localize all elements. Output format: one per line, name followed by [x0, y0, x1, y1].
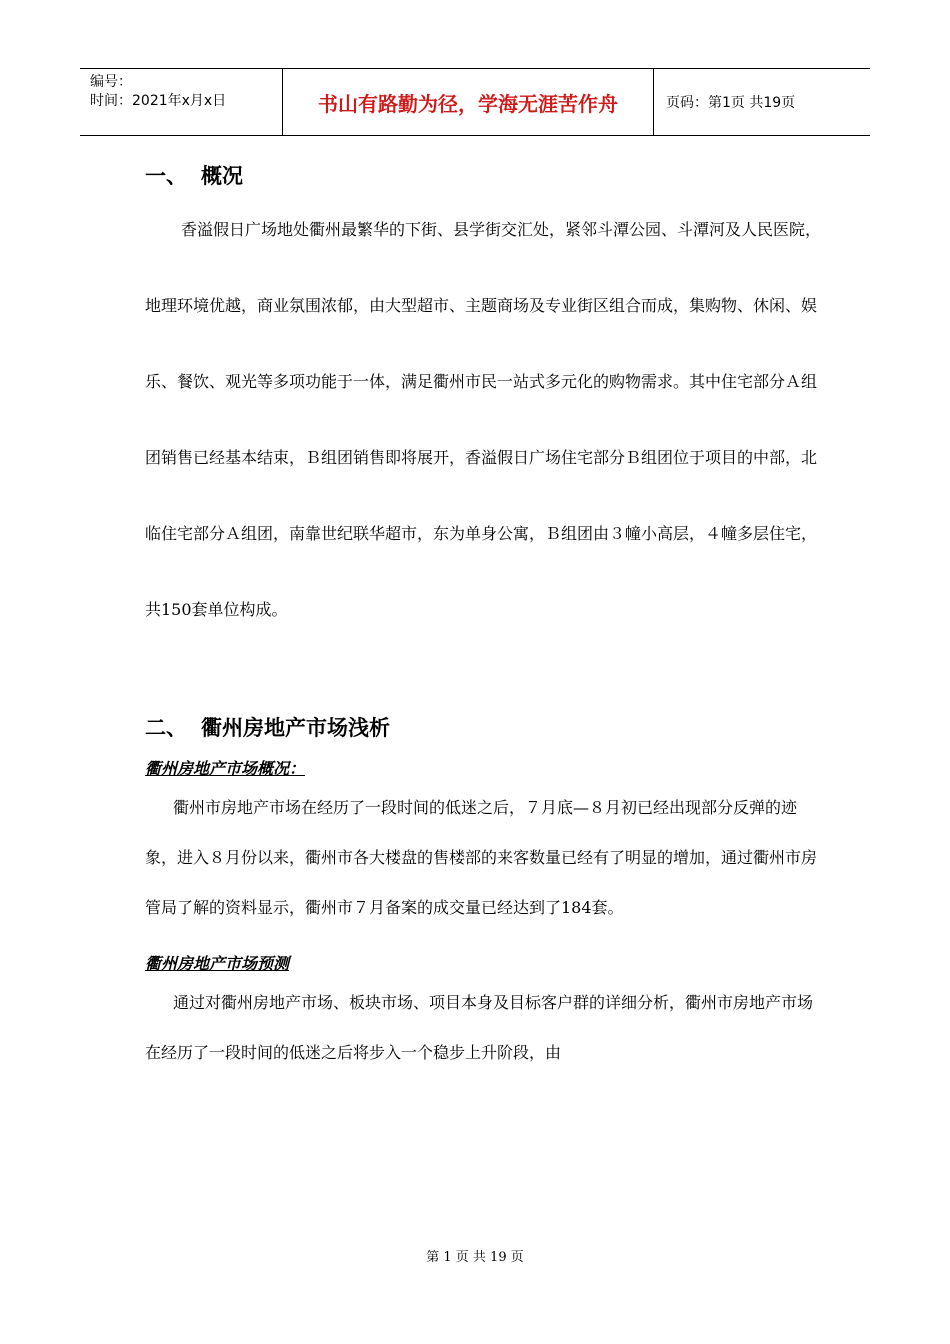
- section-2-title: 衢州房地产市场浅析: [201, 716, 390, 740]
- document-date-label: 时间：2021年x月x日: [90, 93, 227, 109]
- section-1-heading: [145, 160, 825, 190]
- header-motto: 书山有路勤为径，学海无涯苦作舟: [282, 69, 654, 135]
- subsection-overview-paragraph: 衢州市房地产市场在经历了一段时间的低迷之后，７月底—８月初已经出现部分反弹的迹象，进入８月份以来，衢州市各大楼盘的售楼部的来客数量已经有了明显的增加，通过衢州市房管局了解的资料显示，衢州市７月备案的成交量已经达到了184套。: [145, 798, 818, 917]
- section-1-number: 一、: [145, 164, 187, 188]
- section-1-paragraph: 香溢假日广场地处衢州最繁华的下街、县学街交汇处，紧邻斗潭公园、斗潭河及人民医院，地理环境优越，商业氛围浓郁，由大型超市、主题商场及专业街区组合而成，集购物、休闲、娱乐、餐饮、观光等多项功能于一体，满足衢州市民一站式多元化的购物需求。其中住宅部分Ａ组团销售已经基本结束，Ｂ组团销售即将展开，香溢假日广场住宅部分Ｂ组团位于项目的中部，北临住宅部分Ａ组团，南靠世纪联华超市，东为单身公寓，Ｂ组团由３幢小高层，４幢多层住宅，共150套单位构成。: [145, 220, 822, 619]
- section-1-title: 概况: [201, 164, 243, 188]
- document-body: [145, 160, 825, 1078]
- subsection-forecast-title: 衢州房地产市场预测: [145, 954, 290, 973]
- header-page-info: 页码：第1页 共19页: [666, 95, 796, 111]
- section-2-number: 二、: [145, 716, 187, 740]
- section-2-heading: [145, 712, 825, 742]
- page-header: [80, 68, 870, 136]
- page-footer: 第 1 页 共 19 页: [426, 1250, 524, 1265]
- subsection-forecast-paragraph: 通过对衢州房地产市场、板块市场、项目本身及目标客户群的详细分析，衢州市房地产市场在经历了一段时间的低迷之后将步入一个稳步上升阶段，由: [145, 993, 814, 1062]
- header-meta: [80, 69, 282, 135]
- subsection-overview-title: 衢州房地产市场概况：: [145, 759, 306, 778]
- document-number-label: 编号：: [90, 74, 132, 90]
